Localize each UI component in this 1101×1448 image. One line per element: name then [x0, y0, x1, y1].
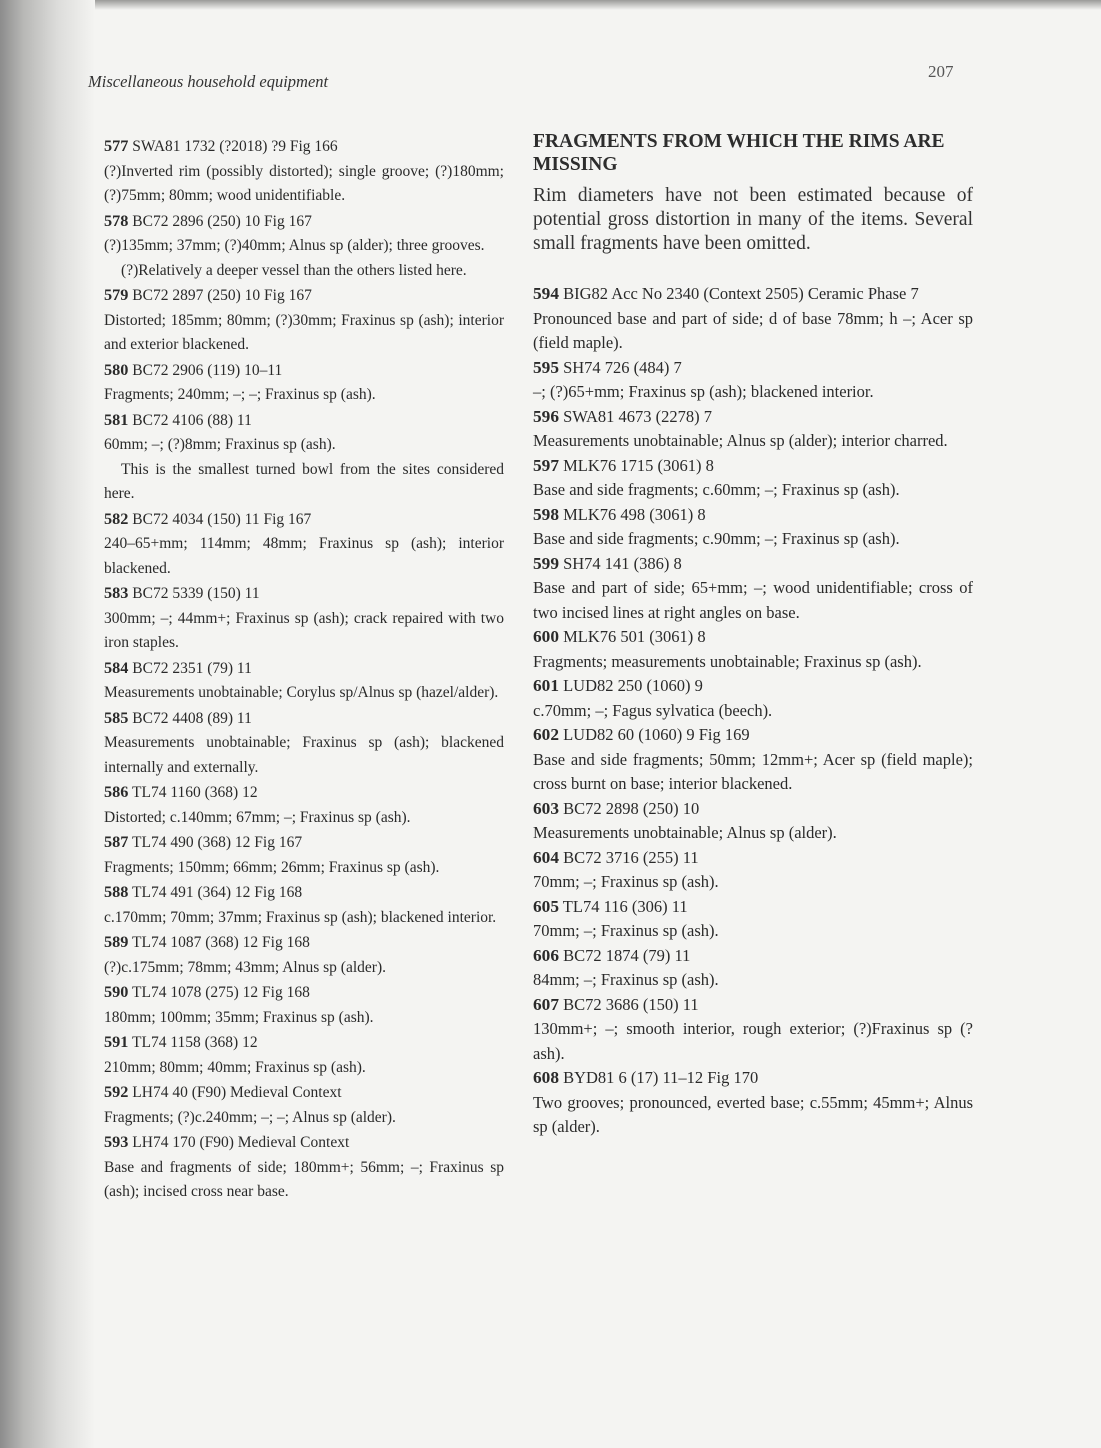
entry-reference: BC72 4106 (88) 11: [132, 411, 252, 429]
catalogue-entry: [104, 1030, 504, 1080]
entry-reference: BC72 4408 (89) 11: [132, 709, 252, 727]
entry-number: 606: [533, 945, 559, 965]
entry-number: 581: [104, 410, 129, 429]
catalogue-entry: [104, 581, 504, 656]
entry-number: 591: [104, 1033, 129, 1051]
catalogue-entry: [104, 1130, 504, 1205]
entry-number: 586: [104, 783, 129, 801]
catalogue-entry: [533, 674, 973, 723]
entry-number: 607: [533, 994, 559, 1014]
catalogue-entry: [533, 552, 973, 626]
entry-number: 594: [533, 284, 559, 303]
entry-number: 584: [104, 658, 129, 677]
entry-reference: MLK76 1715 (3061) 8: [563, 455, 714, 475]
entry-description: Fragments; (?)c.240mm; –; –; Alnus sp (alder).: [104, 1108, 396, 1126]
catalogue-entry: [104, 930, 504, 980]
catalogue-entry: [104, 780, 504, 830]
entry-description: 70mm; –; Fraxinus sp (ash).: [533, 921, 719, 940]
entry-number: 598: [533, 504, 559, 524]
entry-description: c.170mm; 70mm; 37mm; Fraxinus sp (ash); blackened interior.: [104, 908, 497, 926]
entry-description: 60mm; –; (?)8mm; Fraxinus sp (ash).: [104, 436, 336, 453]
catalogue-entry: [533, 723, 973, 797]
catalogue-entry: [533, 944, 973, 993]
entry-reference: BYD81 6 (17) 11–12 Fig 170: [563, 1068, 759, 1087]
section-heading: FRAGMENTS FROM WHICH THE RIMS ARE MISSING: [533, 131, 945, 175]
entry-note: (?)Relatively a deeper vessel than the others listed here.: [121, 261, 467, 279]
entry-reference: LUD82 250 (1060) 9: [563, 676, 703, 695]
entry-description: Two grooves; pronounced, everted base; c.55mm; 45mm+; Alnus sp (alder).: [533, 1092, 973, 1136]
catalogue-entry: [104, 408, 504, 507]
entry-number: 600: [533, 627, 559, 646]
catalogue-entry: [533, 846, 973, 895]
catalogue-entry: [533, 405, 973, 454]
entry-note: This is the smallest turned bowl from the sites considered here.: [104, 460, 504, 502]
entry-reference: SWA81 1732 (?2018) ?9 Fig 166: [132, 138, 338, 155]
entry-reference: BC72 5339 (150) 11: [132, 585, 260, 602]
entry-number: 604: [533, 847, 559, 867]
entry-number: 582: [104, 509, 129, 528]
entry-reference: BC72 2906 (119) 10–11: [132, 361, 283, 379]
entry-reference: TL74 1078 (275) 12 Fig 168: [132, 984, 310, 1001]
entry-description: 130mm+; –; smooth interior, rough exterior; (?)Fraxinus sp (?ash).: [533, 1019, 973, 1063]
catalogue-entry: [104, 980, 504, 1030]
catalogue-entry: [533, 797, 973, 846]
entry-description: (?)135mm; 37mm; (?)40mm; Alnus sp (alder); three grooves.: [104, 237, 485, 254]
entry-reference: BC72 2898 (250) 10: [563, 798, 700, 818]
entry-description: Measurements unobtainable; Alnus sp (alder); interior charred.: [533, 431, 948, 450]
entry-reference: BC72 2896 (250) 10 Fig 167: [132, 212, 312, 230]
catalogue-entry: [104, 830, 504, 880]
entry-description: Base and side fragments; c.90mm; –; Fraxinus sp (ash).: [533, 529, 900, 548]
entry-number: 578: [104, 211, 129, 230]
entry-reference: TL74 490 (368) 12 Fig 167: [132, 834, 303, 851]
entry-number: 608: [533, 1068, 559, 1087]
entry-reference: LH74 170 (F90) Medieval Context: [132, 1134, 350, 1151]
entry-description: Base and side fragments; 50mm; 12mm+; Acer sp (field maple); cross burnt on base; interior blackened.: [533, 749, 973, 793]
catalogue-entry: [104, 134, 504, 209]
entry-description: Pronounced base and part of side; d of base 78mm; h –; Acer sp (field maple).: [533, 308, 973, 352]
entry-description: 300mm; –; 44mm+; Fraxinus sp (ash); crack repaired with two iron staples.: [104, 609, 504, 651]
entry-reference: BIG82 Acc No 2340 (Context 2505) Ceramic Phase 7: [563, 284, 919, 303]
right-column: [533, 130, 973, 1140]
catalogue-entry: [533, 503, 973, 552]
entry-reference: TL74 116 (306) 11: [562, 896, 688, 916]
entry-description: Fragments; 240mm; –; –; Fraxinus sp (ash).: [104, 386, 376, 403]
entry-reference: MLK76 501 (3061) 8: [563, 627, 706, 646]
catalogue-entry: [104, 880, 504, 930]
entry-reference: BC72 2351 (79) 11: [132, 659, 252, 677]
entry-reference: LUD82 60 (1060) 9 Fig 169: [563, 725, 750, 744]
catalogue-entry: [533, 356, 973, 405]
entry-description: Fragments; measurements unobtainable; Fraxinus sp (ash).: [533, 651, 922, 671]
entry-number: 588: [104, 883, 129, 901]
entry-number: 583: [104, 584, 129, 602]
entry-number: 602: [533, 725, 559, 744]
entry-description: Measurements unobtainable; Corylus sp/Alnus sp (hazel/alder).: [104, 684, 499, 701]
entry-number: 601: [533, 676, 559, 695]
entry-reference: TL74 491 (364) 12 Fig 168: [132, 884, 303, 901]
entry-description: Base and side fragments; c.60mm; –; Fraxinus sp (ash).: [533, 480, 900, 499]
entry-number: 590: [104, 983, 129, 1001]
entry-number: 593: [104, 1133, 129, 1151]
entry-description: (?)c.175mm; 78mm; 43mm; Alnus sp (alder).: [104, 958, 386, 976]
entry-description: (?)Inverted rim (possibly distorted); single groove; (?)180mm; (?)75mm; 80mm; wood unidentifiable.: [104, 162, 504, 204]
catalogue-entry: [104, 358, 504, 408]
entry-reference: BC72 2897 (250) 10 Fig 167: [132, 287, 312, 304]
catalogue-entry: [533, 1066, 973, 1140]
entry-reference: BC72 4034 (150) 11 Fig 167: [132, 510, 312, 528]
entry-description: 84mm; –; Fraxinus sp (ash).: [533, 970, 719, 989]
entry-number: 605: [533, 896, 559, 916]
catalogue-entry: [533, 993, 973, 1067]
entry-reference: LH74 40 (F90) Medieval Context: [132, 1084, 342, 1101]
entry-reference: MLK76 498 (3061) 8: [563, 504, 706, 524]
entry-description: 180mm; 100mm; 35mm; Fraxinus sp (ash).: [104, 1008, 374, 1026]
entry-description: Base and fragments of side; 180mm+; 56mm; –; Fraxinus sp (ash); incised cross near base.: [104, 1158, 504, 1200]
entry-reference: TL74 1087 (368) 12 Fig 168: [132, 934, 310, 951]
entry-description: 240–65+mm; 114mm; 48mm; Fraxinus sp (ash); interior blackened.: [104, 535, 504, 577]
running-title: Miscellaneous household equipment: [88, 72, 329, 91]
catalogue-entry: [533, 895, 973, 944]
entry-number: 595: [533, 357, 559, 377]
entry-description: c.70mm; –; Fagus sylvatica (beech).: [533, 700, 773, 720]
entry-description: Distorted; c.140mm; 67mm; –; Fraxinus sp (ash).: [104, 808, 411, 826]
entry-number: 579: [104, 286, 129, 304]
entry-number: 599: [533, 553, 559, 573]
entry-reference: BC72 3716 (255) 11: [563, 847, 699, 867]
catalogue-entry: [533, 282, 973, 356]
entry-reference: SH74 726 (484) 7: [563, 357, 682, 377]
catalogue-entry: [104, 283, 504, 358]
catalogue-entry: [104, 209, 504, 284]
entry-description: Measurements unobtainable; Fraxinus sp (ash); blackened internally and externally.: [104, 734, 504, 776]
entry-description: –; (?)65+mm; Fraxinus sp (ash); blackened interior.: [533, 382, 874, 401]
page-number: 207: [928, 62, 954, 81]
entry-description: 70mm; –; Fraxinus sp (ash).: [533, 872, 719, 891]
entry-reference: SH74 141 (386) 8: [563, 553, 682, 573]
entry-number: 603: [533, 798, 559, 818]
entry-reference: TL74 1158 (368) 12: [132, 1034, 258, 1051]
entry-description: Distorted; 185mm; 80mm; (?)30mm; Fraxinus sp (ash); interior and exterior blackened.: [104, 311, 504, 353]
entry-description: 210mm; 80mm; 40mm; Fraxinus sp (ash).: [104, 1058, 366, 1076]
catalogue-entry: [104, 706, 504, 781]
entry-number: 592: [104, 1083, 129, 1101]
entry-description: Fragments; 150mm; 66mm; 26mm; Fraxinus sp (ash).: [104, 858, 440, 876]
left-column: [104, 134, 504, 1205]
catalogue-entry: [104, 656, 504, 706]
entry-number: 596: [533, 406, 559, 426]
entry-number: 585: [104, 708, 129, 727]
entry-reference: TL74 1160 (368) 12: [132, 784, 258, 801]
entry-number: 597: [533, 455, 559, 475]
entry-number: 589: [104, 933, 129, 951]
entry-description: Base and part of side; 65+mm; –; wood unidentifiable; cross of two incised lines at right angles on base.: [533, 578, 973, 622]
entry-number: 577: [104, 137, 129, 155]
entry-description: Measurements unobtainable; Alnus sp (alder).: [533, 823, 837, 842]
entry-reference: BC72 1874 (79) 11: [563, 945, 691, 965]
book-spine-shadow: [0, 0, 95, 1448]
entry-number: 580: [104, 360, 129, 379]
entry-number: 587: [104, 833, 129, 851]
entry-reference: BC72 3686 (150) 11: [563, 994, 699, 1014]
catalogue-entry: [104, 507, 504, 582]
catalogue-entry: [533, 454, 973, 503]
page-top-edge: [0, 0, 1101, 10]
catalogue-entry: [533, 625, 973, 674]
catalogue-entry: [104, 1080, 504, 1130]
section-intro: Rim diameters have not been estimated because of potential gross distortion in many of the items. Several small fragments have been omitted.: [533, 185, 973, 254]
entry-reference: SWA81 4673 (2278) 7: [563, 406, 713, 426]
